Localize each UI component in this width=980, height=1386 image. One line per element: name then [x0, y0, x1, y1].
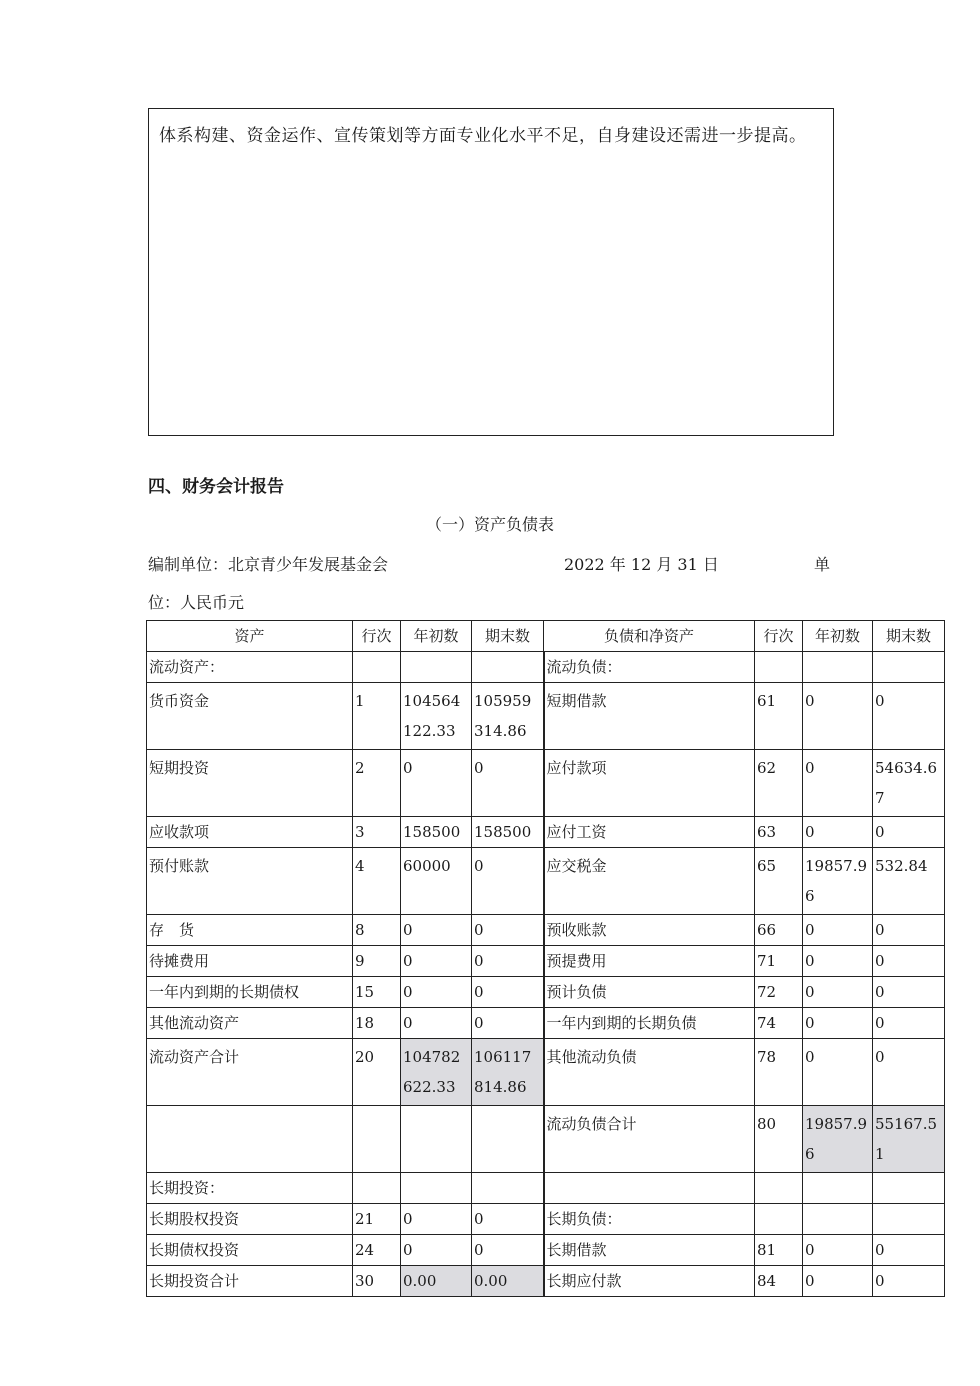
liability-closing-cell: [873, 1173, 945, 1204]
asset-closing-cell: 0: [472, 977, 544, 1008]
liability-line-cell: 65: [755, 848, 803, 915]
liability-closing-cell: 54634.67: [873, 750, 945, 817]
table-row: [147, 817, 945, 848]
asset-closing-cell: 0: [472, 1204, 544, 1235]
asset-opening-cell: 0.00: [401, 1266, 472, 1297]
asset-line-cell: 18: [353, 1008, 401, 1039]
header-opening: 年初数: [401, 621, 472, 652]
liability-closing-cell: 0: [873, 915, 945, 946]
table-header-row: [147, 621, 945, 652]
liability-closing-cell: 0: [873, 946, 945, 977]
table-row: [147, 848, 945, 915]
asset-line-cell: [353, 1173, 401, 1204]
asset-line-cell: 21: [353, 1204, 401, 1235]
asset-closing-cell: [472, 652, 544, 683]
liability-opening-cell: 0: [803, 977, 873, 1008]
table-row: [147, 1204, 945, 1235]
asset-line-cell: 3: [353, 817, 401, 848]
asset-closing-cell: 0: [472, 915, 544, 946]
asset-opening-cell: 104782622.33: [401, 1039, 472, 1106]
liability-name-cell: 短期借款: [544, 683, 755, 750]
asset-closing-cell: 0: [472, 946, 544, 977]
asset-line-cell: 24: [353, 1235, 401, 1266]
asset-name-cell: 长期投资合计: [147, 1266, 353, 1297]
table-row: [147, 1106, 945, 1173]
asset-name-cell: 流动资产合计: [147, 1039, 353, 1106]
asset-name-cell: 一年内到期的长期债权: [147, 977, 353, 1008]
asset-opening-cell: [401, 1173, 472, 1204]
asset-name-cell: 待摊费用: [147, 946, 353, 977]
table-row: [147, 683, 945, 750]
table-row: [147, 946, 945, 977]
table-row: [147, 977, 945, 1008]
liability-name-cell: 流动负债合计: [544, 1106, 755, 1173]
liability-name-cell: 长期借款: [544, 1235, 755, 1266]
asset-name-cell: 预付账款: [147, 848, 353, 915]
liability-line-cell: 61: [755, 683, 803, 750]
liability-opening-cell: [803, 652, 873, 683]
asset-name-cell: 应收款项: [147, 817, 353, 848]
table-row: [147, 915, 945, 946]
header-line-no: 行次: [755, 621, 803, 652]
liability-opening-cell: 0: [803, 683, 873, 750]
table-row: [147, 1039, 945, 1106]
unit-prefix: 单: [814, 555, 831, 574]
liability-line-cell: 63: [755, 817, 803, 848]
table-row: [147, 652, 945, 683]
section-title: 四、财务会计报告: [148, 477, 284, 497]
header-closing: 期末数: [472, 621, 544, 652]
liability-closing-cell: 0: [873, 683, 945, 750]
table-title: （一）资产负债表: [425, 515, 554, 534]
liability-opening-cell: 0: [803, 750, 873, 817]
liability-opening-cell: 19857.96: [803, 848, 873, 915]
asset-closing-cell: 106117814.86: [472, 1039, 544, 1106]
asset-line-cell: 1: [353, 683, 401, 750]
liability-name-cell: [544, 1173, 755, 1204]
asset-name-cell: 存 货: [147, 915, 353, 946]
liability-opening-cell: 0: [803, 1039, 873, 1106]
table-row: [147, 1235, 945, 1266]
asset-line-cell: 8: [353, 915, 401, 946]
liability-name-cell: 流动负债：: [544, 652, 755, 683]
liability-line-cell: 62: [755, 750, 803, 817]
liability-opening-cell: 0: [803, 915, 873, 946]
asset-name-cell: 短期投资: [147, 750, 353, 817]
asset-opening-cell: [401, 652, 472, 683]
liability-name-cell: 应交税金: [544, 848, 755, 915]
liability-closing-cell: [873, 1204, 945, 1235]
table-row: [147, 1266, 945, 1297]
balance-sheet-table: [146, 620, 945, 1297]
liability-line-cell: 81: [755, 1235, 803, 1266]
liability-line-cell: 72: [755, 977, 803, 1008]
asset-line-cell: 20: [353, 1039, 401, 1106]
header-line-no: 行次: [353, 621, 401, 652]
liability-closing-cell: 0: [873, 1235, 945, 1266]
header-closing: 期末数: [873, 621, 945, 652]
liability-opening-cell: 0: [803, 817, 873, 848]
narrative-box: [148, 108, 834, 436]
liability-closing-cell: 0: [873, 1266, 945, 1297]
asset-line-cell: 9: [353, 946, 401, 977]
asset-closing-cell: [472, 1106, 544, 1173]
asset-closing-cell: [472, 1173, 544, 1204]
table-row: [147, 1008, 945, 1039]
liability-closing-cell: 0: [873, 977, 945, 1008]
asset-opening-cell: 104564122.33: [401, 683, 472, 750]
liability-name-cell: 长期应付款: [544, 1266, 755, 1297]
header-liabilities: 负债和净资产: [544, 621, 755, 652]
report-date: 2022 年 12 月 31 日: [564, 555, 719, 574]
asset-opening-cell: 0: [401, 1008, 472, 1039]
asset-line-cell: 2: [353, 750, 401, 817]
asset-opening-cell: 0: [401, 750, 472, 817]
liability-closing-cell: 0: [873, 817, 945, 848]
liability-opening-cell: [803, 1204, 873, 1235]
header-assets: 资产: [147, 621, 353, 652]
liability-opening-cell: 0: [803, 946, 873, 977]
currency-unit: 位：人民币元: [148, 593, 245, 612]
asset-line-cell: [353, 652, 401, 683]
liability-opening-cell: 0: [803, 1235, 873, 1266]
liability-closing-cell: 55167.51: [873, 1106, 945, 1173]
asset-name-cell: 长期投资：: [147, 1173, 353, 1204]
liability-name-cell: 一年内到期的长期负债: [544, 1008, 755, 1039]
asset-name-cell: 流动资产：: [147, 652, 353, 683]
asset-closing-cell: 0: [472, 1008, 544, 1039]
asset-opening-cell: [401, 1106, 472, 1173]
liability-name-cell: 其他流动负债: [544, 1039, 755, 1106]
narrative-text: 体系构建、资金运作、宣传策划等方面专业化水平不足，自身建设还需进一步提高。: [159, 126, 807, 146]
asset-closing-cell: 0: [472, 750, 544, 817]
asset-name-cell: 长期股权投资: [147, 1204, 353, 1235]
asset-name-cell: 货币资金: [147, 683, 353, 750]
compiling-unit: 编制单位：北京青少年发展基金会: [148, 555, 389, 574]
asset-closing-cell: 105959314.86: [472, 683, 544, 750]
liability-name-cell: 应付工资: [544, 817, 755, 848]
liability-name-cell: 预计负债: [544, 977, 755, 1008]
asset-line-cell: 15: [353, 977, 401, 1008]
liability-name-cell: 预提费用: [544, 946, 755, 977]
asset-opening-cell: 0: [401, 977, 472, 1008]
liability-opening-cell: 0: [803, 1266, 873, 1297]
liability-closing-cell: 0: [873, 1008, 945, 1039]
asset-name-cell: [147, 1106, 353, 1173]
liability-closing-cell: [873, 652, 945, 683]
liability-line-cell: 78: [755, 1039, 803, 1106]
asset-opening-cell: 60000: [401, 848, 472, 915]
header-opening: 年初数: [803, 621, 873, 652]
liability-closing-cell: 532.84: [873, 848, 945, 915]
liability-name-cell: 应付款项: [544, 750, 755, 817]
asset-opening-cell: 0: [401, 946, 472, 977]
liability-line-cell: 84: [755, 1266, 803, 1297]
liability-closing-cell: 0: [873, 1039, 945, 1106]
liability-opening-cell: [803, 1173, 873, 1204]
asset-opening-cell: 0: [401, 1204, 472, 1235]
liability-line-cell: 71: [755, 946, 803, 977]
asset-line-cell: [353, 1106, 401, 1173]
table-row: [147, 750, 945, 817]
asset-closing-cell: 0: [472, 1235, 544, 1266]
liability-name-cell: 长期负债：: [544, 1204, 755, 1235]
asset-closing-cell: 0: [472, 848, 544, 915]
asset-opening-cell: 0: [401, 915, 472, 946]
asset-line-cell: 30: [353, 1266, 401, 1297]
liability-line-cell: 66: [755, 915, 803, 946]
liability-line-cell: 80: [755, 1106, 803, 1173]
table-row: [147, 1173, 945, 1204]
asset-line-cell: 4: [353, 848, 401, 915]
asset-name-cell: 其他流动资产: [147, 1008, 353, 1039]
asset-opening-cell: 158500: [401, 817, 472, 848]
liability-line-cell: [755, 1204, 803, 1235]
liability-line-cell: 74: [755, 1008, 803, 1039]
liability-line-cell: [755, 652, 803, 683]
asset-closing-cell: 158500: [472, 817, 544, 848]
liability-opening-cell: 0: [803, 1008, 873, 1039]
liability-name-cell: 预收账款: [544, 915, 755, 946]
asset-closing-cell: 0.00: [472, 1266, 544, 1297]
asset-name-cell: 长期债权投资: [147, 1235, 353, 1266]
liability-line-cell: [755, 1173, 803, 1204]
asset-opening-cell: 0: [401, 1235, 472, 1266]
liability-opening-cell: 19857.96: [803, 1106, 873, 1173]
